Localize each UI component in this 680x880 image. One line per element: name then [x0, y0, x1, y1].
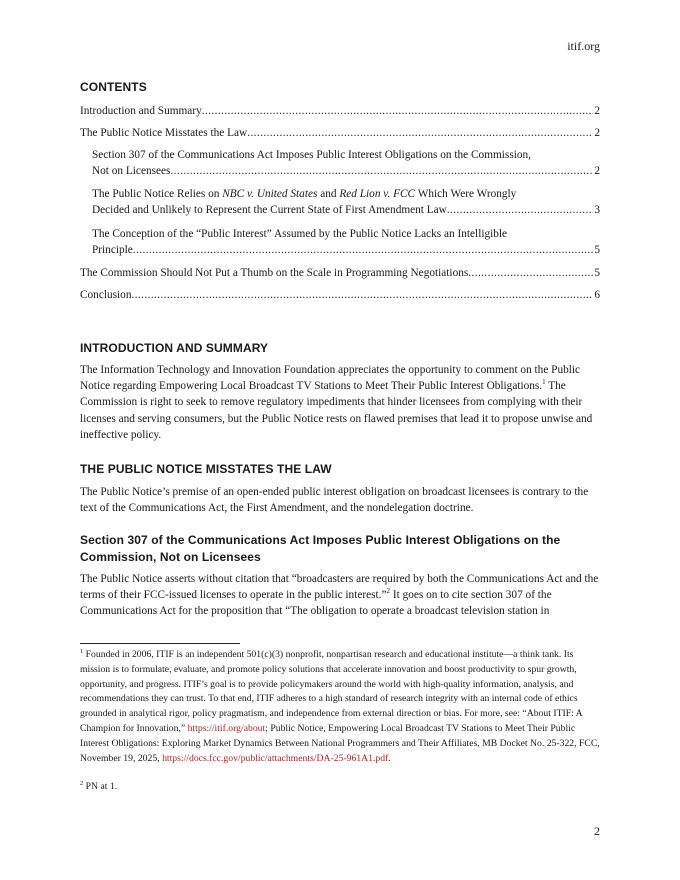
toc-entry-text: Introduction and Summary: [80, 105, 202, 117]
toc-case-redlion: Red Lion v. FCC: [339, 188, 416, 200]
toc-entry-intro[interactable]: [80, 103, 600, 119]
toc-page: 2: [594, 105, 600, 117]
toc-page: 2: [594, 165, 600, 177]
section307-paragraph: [80, 571, 600, 620]
intro-text-a: The Information Technology and Innovation Foundation appreciates the opportunity to comment on the Public Notice regarding Empowering Local Broadcast TV Stations to Meet Their Public Interest Obligations.: [80, 364, 581, 393]
header-site: itif.org: [567, 39, 600, 53]
toc-entry-nbc[interactable]: [92, 186, 600, 218]
contents-heading: CONTENTS: [80, 80, 147, 94]
toc-entry-line2: Principle: [92, 244, 133, 256]
toc-entry-text: Conclusion: [80, 289, 132, 301]
toc-page: 3: [594, 204, 600, 216]
intro-text-b: The Commission is right to seek to remove regulatory impediments that hinder licensees from complying with their licenses and serving consumers, but the Public Notice rests on flawed premises that lead it to propose unwise and ineffective policy.: [80, 380, 593, 441]
toc-case-nbc: NBC v. United States: [222, 188, 318, 200]
misstates-paragraph: The Public Notice’s premise of an open-ended public interest obligation on broadcast licensees is contrary to the text of the Communications Act, the First Amendment, and the nondelegation doctrine.: [80, 486, 589, 515]
toc-entry-conclusion[interactable]: [80, 287, 600, 303]
footnote-ref-2[interactable]: 2: [386, 587, 391, 596]
page-number: 2: [594, 824, 600, 838]
toc-entry-line2: Not on Licensees: [92, 165, 171, 177]
toc-entry-conception[interactable]: [92, 226, 600, 258]
toc-page: 6: [594, 289, 600, 301]
footnote-2-number: 2: [80, 780, 84, 787]
toc-entry-line1-a: The Public Notice Relies on: [92, 188, 223, 200]
toc-entry-line1: Section 307 of the Communications Act Imposes Public Interest Obligations on the Commission,: [92, 149, 531, 161]
toc-entry-text: The Public Notice Misstates the Law: [80, 127, 248, 139]
footnote-1-link-itif[interactable]: https://itif.org/about: [187, 722, 266, 734]
toc-entry-line2: Decided and Unlikely to Represent the Current State of First Amendment Law: [92, 204, 447, 216]
toc-page: 5: [594, 267, 600, 279]
footnote-ref-1[interactable]: 1: [542, 378, 546, 387]
toc-entry-line1-e: Which Were Wrongly: [415, 188, 517, 200]
footnote-1-text-a: Founded in 2006, ITIF is an independent 501(c)(3) nonprofit, nonpartisan research and educational institute—a think tank. Its mission is to formulate, evaluate, and promote policy solutions that accelerate innovation and boost productivity to spur growth, opportunity, and progress. ITIF’s goal is to provide policymakers around the world with high-quality information, analysis, and recommendations they can trust. To that end, ITIF adheres to a high standard of research integrity with an internal code of ethics grounded in analytical rigor, policy pragmatism, and independence from external direction or bias. For more, see: “About ITIF: A Champion for Innovation,”: [80, 649, 583, 734]
toc-entry-misstates[interactable]: [80, 125, 600, 141]
toc-entry-section307[interactable]: [92, 147, 600, 179]
footnote-divider: [80, 643, 240, 644]
footnote-1-text-b: ; Public Notice, Empowering Local Broadcast TV Stations to Meet Their Public Interest Obligations: Exploring Market Dynamics Between National Programmers and Their Affiliates, MB Docket No. 25-322, FCC, November 19, 2025,: [80, 722, 600, 764]
toc-page: 2: [594, 127, 600, 139]
intro-paragraph: [80, 362, 600, 443]
toc-page: 5: [594, 244, 600, 256]
intro-heading: INTRODUCTION AND SUMMARY: [80, 341, 269, 355]
footnote-1: [80, 648, 602, 766]
toc-entry-text: The Commission Should Not Put a Thumb on the Scale in Programming Negotiations: [80, 267, 469, 279]
misstates-heading: THE PUBLIC NOTICE MISSTATES THE LAW: [80, 462, 332, 476]
footnote-1-number: 1: [80, 648, 84, 655]
section307-text-b: It goes on to cite section 307 of the Communications Act for the proposition that “The obligation to operate a broadcast television station in: [80, 589, 552, 618]
toc-entry-line1-c: and: [317, 188, 340, 200]
section307-heading-line2: Commission, Not on Licensees: [80, 550, 261, 564]
section307-heading-line1: Section 307 of the Communications Act Imposes Public Interest Obligations on the: [80, 533, 561, 547]
footnote-2: [80, 780, 602, 795]
footnote-2-text: PN at 1.: [83, 781, 118, 792]
toc-entry-thumb[interactable]: [80, 265, 600, 281]
section307-text-a: The Public Notice asserts without citation that “broadcasters are required by both the Communications Act and the terms of their FCC-issued licenses to operate in the public interest.”: [80, 573, 599, 602]
footnote-1-link-fcc[interactable]: https://docs.fcc.gov/public/attachments/DA-25-961A1.pdf: [162, 752, 389, 764]
section307-heading: [80, 532, 600, 566]
toc-entry-line1: The Conception of the “Public Interest” Assumed by the Public Notice Lacks an Intelligible: [92, 228, 508, 240]
footnote-1-text-c: .: [388, 752, 391, 764]
